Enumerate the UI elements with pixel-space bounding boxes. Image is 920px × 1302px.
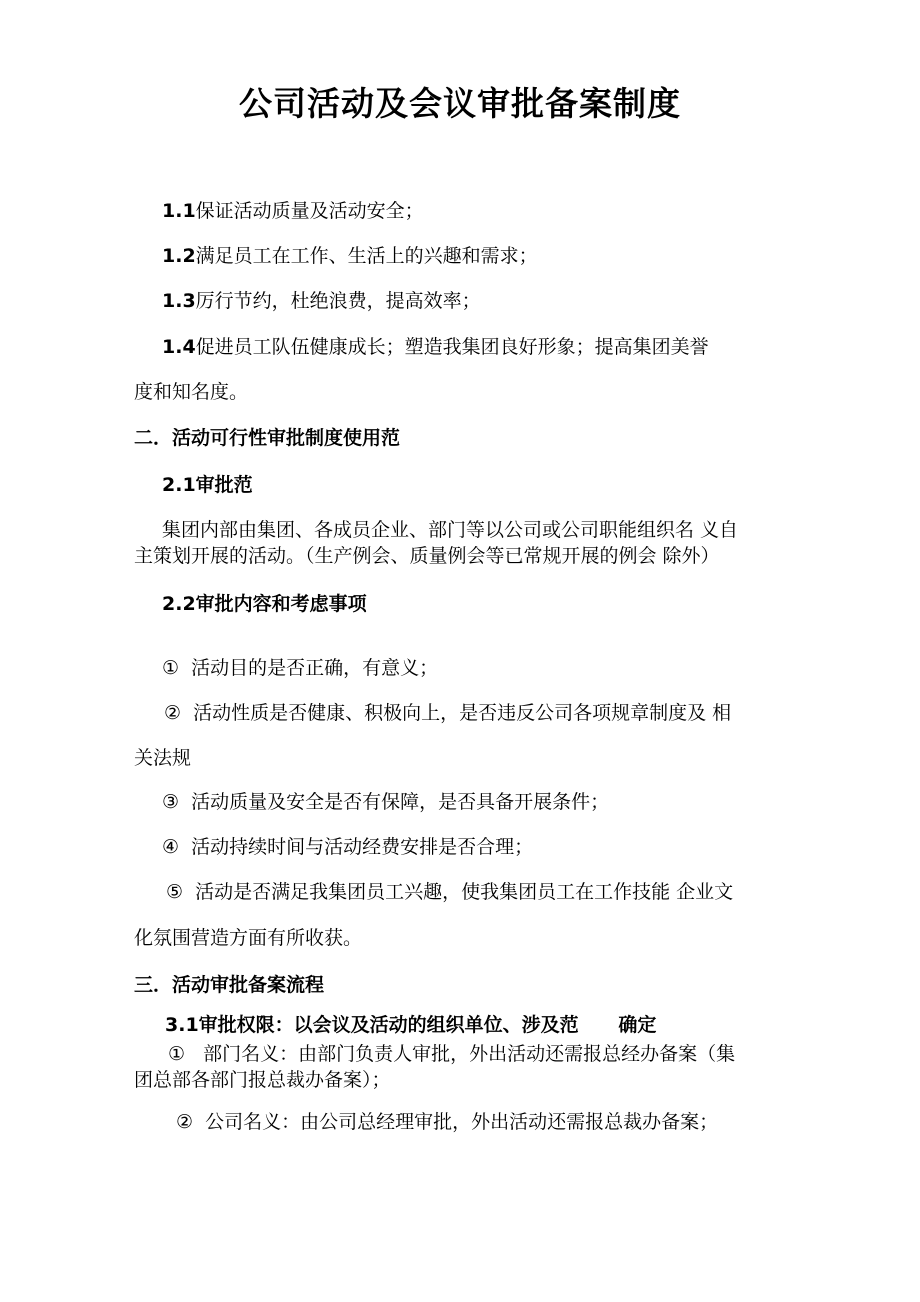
section-2-2-heading: 2.2审批内容和考虑事项 — [162, 593, 367, 615]
section-3-heading: 三．活动审批备案流程 — [134, 974, 325, 996]
criteria-item-5-cont: 化氛围营造方面有所收获。 — [134, 927, 363, 949]
item-text: 活动目的是否正确，有意义； — [191, 657, 439, 679]
section-2-1-text-2: 主策划开展的活动。（生产例会、质量例会等已常规开展的例会 除外） — [134, 545, 720, 567]
item-number: 1.2 — [162, 245, 196, 267]
circled-number: ① — [168, 1043, 186, 1065]
item-text: 活动性质是否健康、积极向上，是否违反公司各项规章制度及 相 — [193, 702, 732, 724]
circled-number: ② — [176, 1111, 194, 1133]
item-text: 厉行节约，杜绝浪费，提高效率； — [195, 290, 481, 312]
item-text: 促进员工队伍健康成长；塑造我集团良好形象；提高集团美誉 — [195, 336, 709, 358]
item-number: 1.1 — [162, 200, 196, 222]
circled-number: ② — [164, 702, 182, 724]
criteria-item-2-cont: 关法规 — [134, 747, 192, 769]
section-3-1-heading: 3.1审批权限：以会议及活动的组织单位、涉及范 确定 — [165, 1014, 657, 1036]
section-2-heading: 二．活动可行性审批制度使用范 — [134, 427, 401, 449]
criteria-item-1 — [162, 656, 438, 680]
circled-number: ① — [162, 657, 180, 679]
item-text: 公司名义：由公司总经理审批，外出活动还需报总裁办备案； — [205, 1111, 719, 1133]
circled-number: ③ — [162, 791, 180, 813]
circled-number: ⑤ — [166, 881, 184, 903]
purpose-item-4-cont: 度和知名度。 — [134, 381, 249, 403]
purpose-item-2 — [162, 244, 538, 268]
item-text: 部门名义：由部门负责人审批，外出活动还需报总经办备案（集 — [203, 1043, 736, 1065]
item-number: 1.3 — [162, 290, 196, 312]
item-text: 保证活动质量及活动安全； — [195, 200, 424, 222]
section-2-1-text-1: 集团内部由集团、各成员企业、部门等以公司或公司职能组织名 义自 — [162, 519, 739, 541]
criteria-item-3 — [162, 790, 609, 814]
purpose-item-3 — [162, 289, 481, 313]
document-title: 公司活动及会议审批备案制度 — [239, 84, 681, 123]
criteria-item-2 — [164, 701, 731, 725]
criteria-item-4 — [162, 835, 533, 859]
item-text: 活动质量及安全是否有保障，是否具备开展条件； — [191, 791, 610, 813]
criteria-item-5 — [166, 880, 733, 904]
purpose-item-1 — [162, 199, 424, 223]
section-2-1-heading: 2.1审批范 — [162, 474, 253, 496]
circled-number: ④ — [162, 836, 180, 858]
authority-item-1-cont: 团总部各部门报总裁办备案）； — [134, 1069, 391, 1091]
item-text: 活动持续时间与活动经费安排是否合理； — [191, 836, 534, 858]
authority-item-1 — [168, 1042, 735, 1066]
item-number: 1.4 — [162, 336, 196, 358]
authority-item-2 — [176, 1110, 718, 1134]
item-text: 满足员工在工作、生活上的兴趣和需求； — [195, 245, 538, 267]
item-text: 活动是否满足我集团员工兴趣，使我集团员工在工作技能 企业文 — [195, 881, 734, 903]
purpose-item-4 — [162, 335, 709, 359]
